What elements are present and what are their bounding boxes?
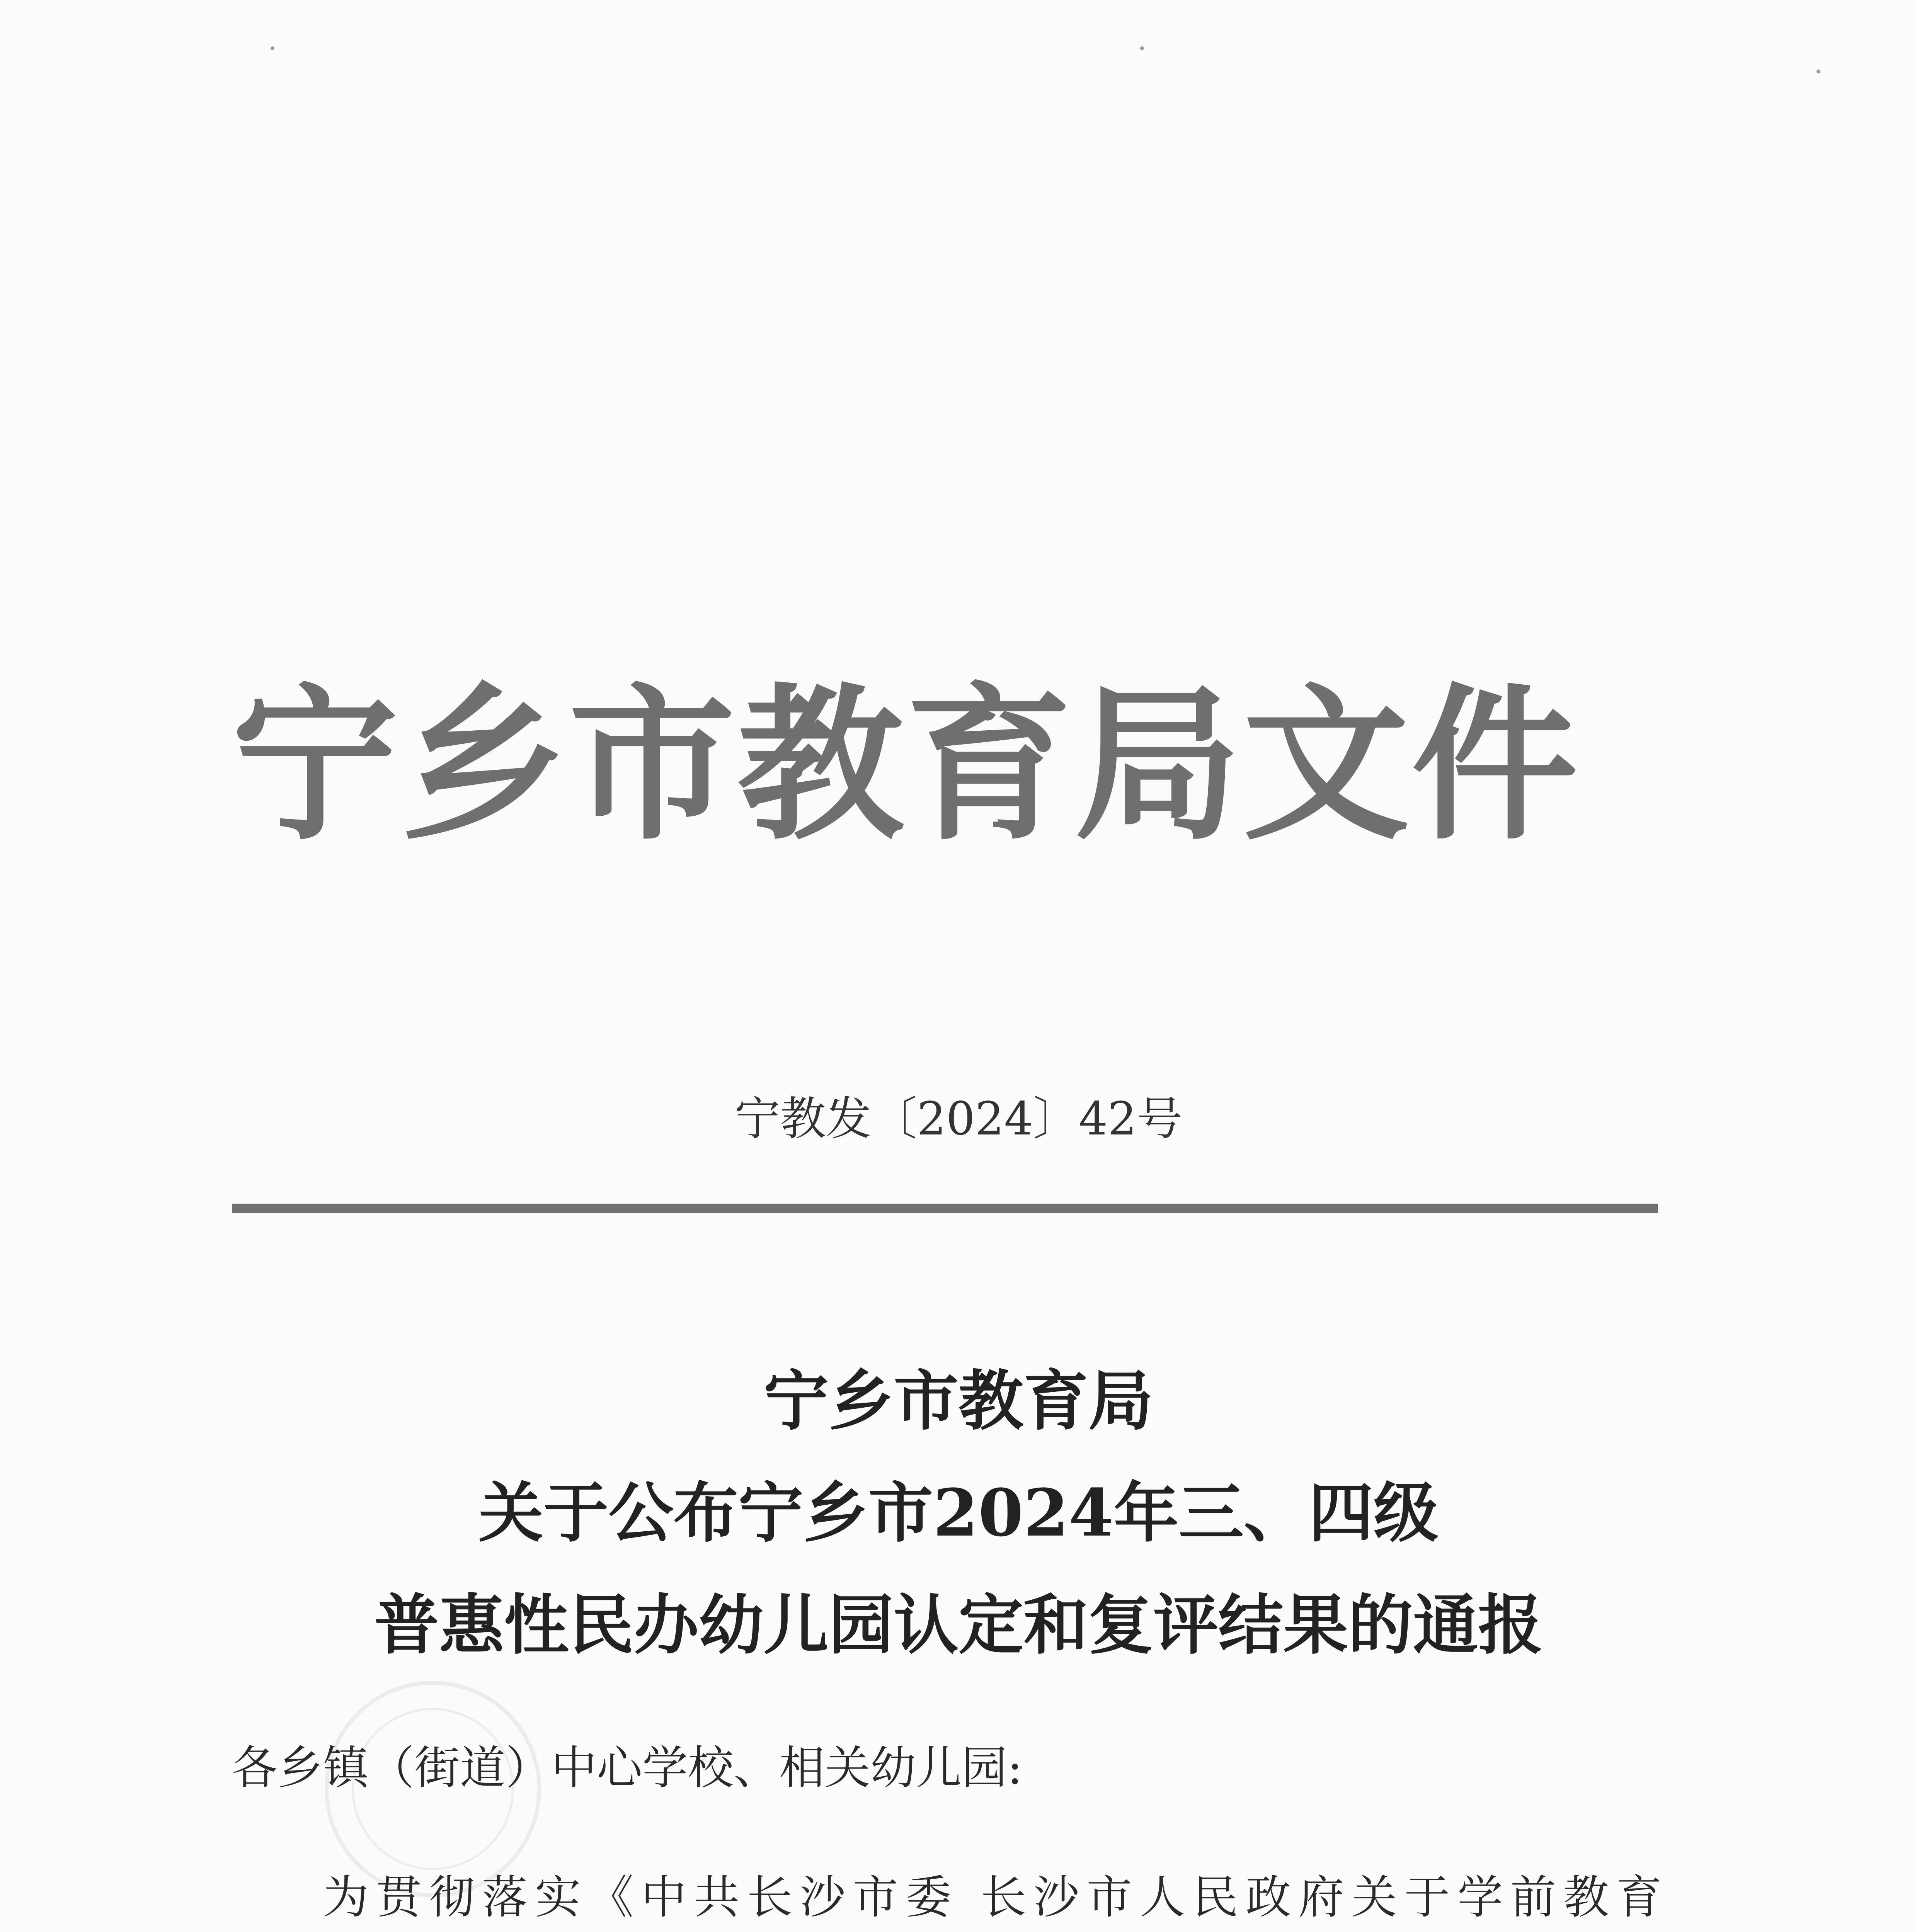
body-line: 为贯彻落实《中共长沙市委 长沙市人民政府关于学前教育 [323,1871,1662,1924]
scan-speck [1817,70,1820,73]
document-number: 宁教发〔2024〕42号 [734,1092,1183,1145]
body-text [232,1847,1662,1932]
scan-speck [1140,46,1144,50]
scan-speck [271,46,274,50]
notice-title-line: 普惠性民办幼儿园认定和复评结果的通报 [374,1587,1543,1663]
document-header-title: 宁乡市教育局文件 [232,667,1580,862]
notice-title-line: 关于公布宁乡市2024年三、四级 [478,1475,1439,1551]
notice-title-line: 宁乡市教育局 [764,1362,1153,1439]
notice-title [0,1345,1917,1681]
recipient-line: 各乡镇（街道）中心学校、相关幼儿园: [232,1741,1023,1794]
header-divider [232,1204,1658,1213]
